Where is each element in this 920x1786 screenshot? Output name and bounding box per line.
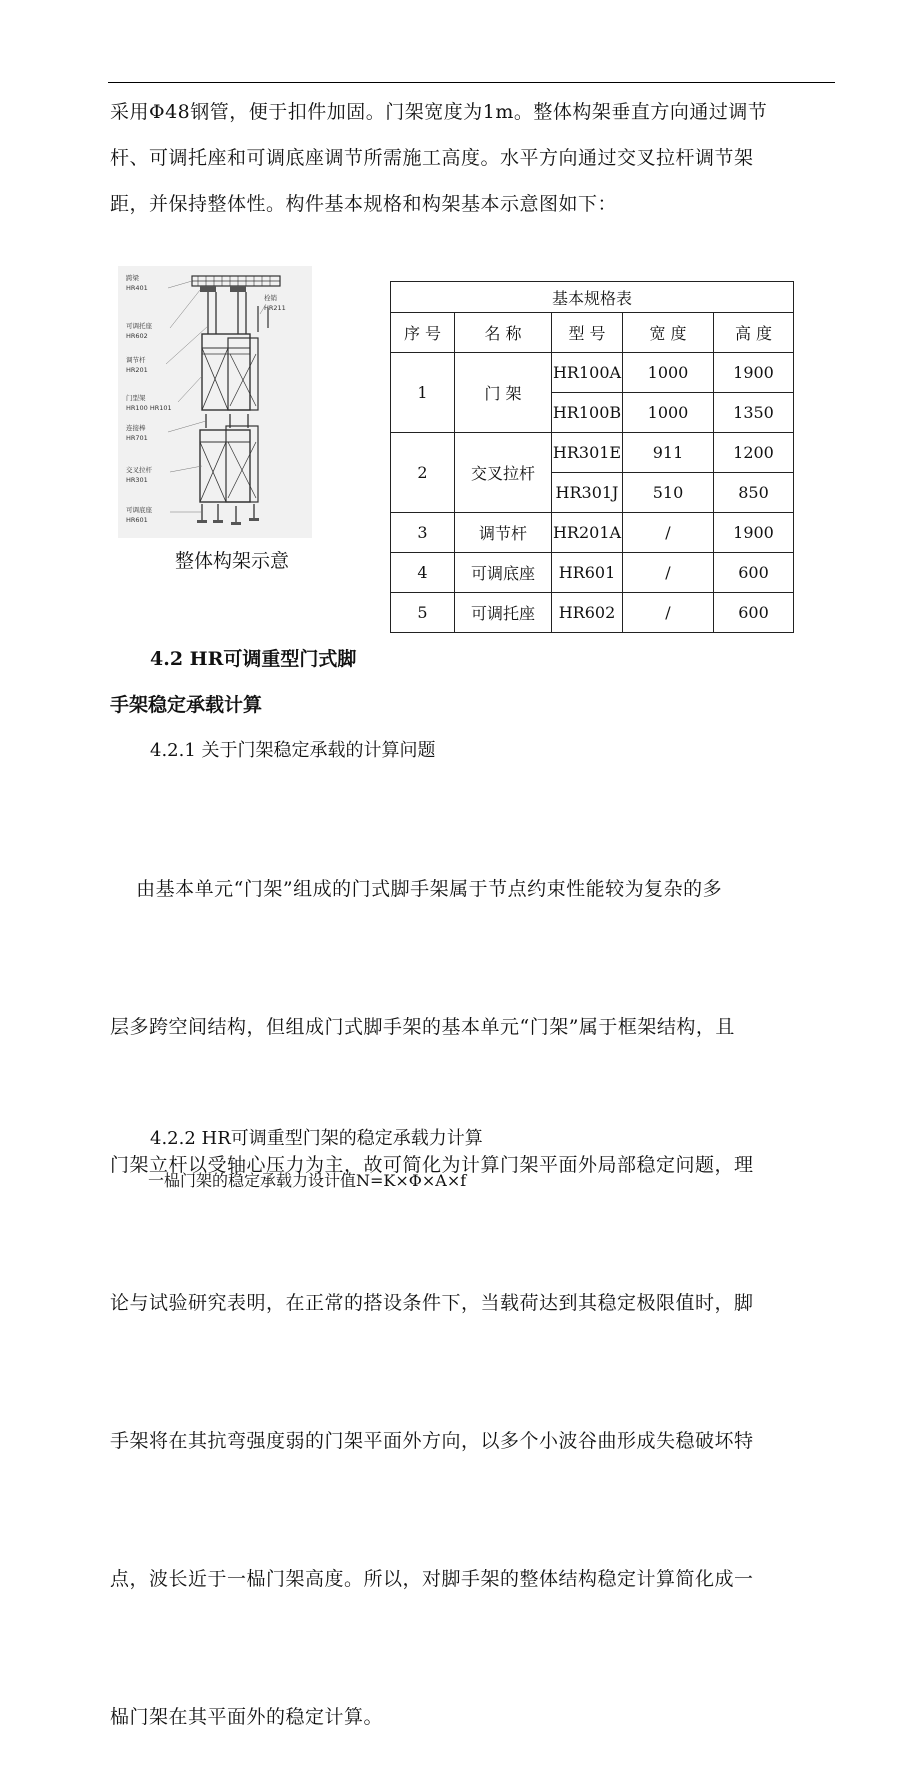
fig-label-adjust-rod-code: HR201 <box>126 366 148 374</box>
body-line-5: 手架将在其抗弯强度弱的门架平面外方向，以多个小波谷曲形成失稳破坏特 <box>110 1430 754 1452</box>
cell-name: 调节杆 <box>455 513 552 553</box>
cell-width: / <box>623 513 714 553</box>
table-header-row <box>391 313 794 353</box>
scaffold-drawing <box>118 266 312 538</box>
header-model: 型 号 <box>552 313 623 353</box>
fig-label-cross-brace-code: HR301 <box>126 476 148 484</box>
cell-height: 1900 <box>714 353 794 393</box>
fig-label-top-support: 可调托座 <box>126 322 152 330</box>
spec-table <box>390 281 794 633</box>
body-paragraph <box>110 774 830 1786</box>
header-rule <box>108 82 835 83</box>
cell-model: HR301E <box>552 433 623 473</box>
fig-label-pin-code: HR211 <box>264 304 286 312</box>
cell-height: 1900 <box>714 513 794 553</box>
cell-model: HR201A <box>552 513 623 553</box>
cell-name: 门 架 <box>455 353 552 433</box>
cell-width: 510 <box>623 473 714 513</box>
body-line-3: 门架立杆以受轴心压力为主，故可简化为计算门架平面外局部稳定问题，理 <box>110 1154 754 1176</box>
subsection-4-2-1-title: 4.2.1 关于门架稳定承载的计算问题 <box>150 740 436 761</box>
cell-height: 850 <box>714 473 794 513</box>
section-heading-part1: 4.2 HR可调重型门式脚 <box>150 648 357 670</box>
cell-model: HR100B <box>552 393 623 433</box>
formula-line: 一榀门架的稳定承载力设计值N=K×Φ×A×f <box>148 1171 467 1190</box>
table-row <box>391 433 794 473</box>
cell-width: / <box>623 593 714 633</box>
cell-no: 2 <box>391 433 455 513</box>
cell-model: HR301J <box>552 473 623 513</box>
table-row <box>391 553 794 593</box>
fig-label-beam-code: HR401 <box>126 284 148 292</box>
section-heading-part2: 手架稳定承载计算 <box>110 694 263 716</box>
cell-width: / <box>623 553 714 593</box>
cell-height: 1200 <box>714 433 794 473</box>
fig-label-adjust-rod: 调节杆 <box>126 356 146 364</box>
table-caption: 基本规格表 <box>391 282 794 313</box>
cell-name: 可调托座 <box>455 593 552 633</box>
cell-no: 4 <box>391 553 455 593</box>
intro-line-3: 距，并保持整体性。构件基本规格和构架基本示意图如下： <box>110 193 618 215</box>
table-row <box>391 593 794 633</box>
cell-height: 600 <box>714 553 794 593</box>
body-line-4: 论与试验研究表明，在正常的搭设条件下，当载荷达到其稳定极限值时，脚 <box>110 1292 754 1314</box>
fig-label-beam: 跨梁 <box>126 274 139 282</box>
header-width: 宽 度 <box>623 313 714 353</box>
cell-name: 交叉拉杆 <box>455 433 552 513</box>
body-line-1: 由基本单元“门架”组成的门式脚手架属于节点约束性能较为复杂的多 <box>110 878 723 900</box>
cell-no: 3 <box>391 513 455 553</box>
cell-width: 1000 <box>623 393 714 433</box>
fig-label-cross-brace: 交叉拉杆 <box>126 466 152 474</box>
fig-label-top-support-code: HR602 <box>126 332 148 340</box>
header-height: 高 度 <box>714 313 794 353</box>
cell-no: 5 <box>391 593 455 633</box>
fig-label-base-jack: 可调底座 <box>126 506 152 514</box>
body-line-6: 点，波长近于一榀门架高度。所以，对脚手架的整体结构稳定计算简化成一 <box>110 1568 754 1590</box>
fig-label-connector: 连接棒 <box>126 424 146 432</box>
subsection-4-2-2-title: 4.2.2 HR可调重型门架的稳定承载力计算 <box>150 1128 483 1149</box>
scaffold-diagram <box>118 266 312 538</box>
cell-width: 1000 <box>623 353 714 393</box>
fig-label-door-frame: 门型架 <box>126 394 146 402</box>
cell-model: HR601 <box>552 553 623 593</box>
cell-width: 911 <box>623 433 714 473</box>
fig-label-connector-code: HR701 <box>126 434 148 442</box>
header-name: 名 称 <box>455 313 552 353</box>
cell-model: HR602 <box>552 593 623 633</box>
cell-name: 可调底座 <box>455 553 552 593</box>
cell-height: 1350 <box>714 393 794 433</box>
intro-paragraph <box>110 89 830 227</box>
fig-label-base-jack-code: HR601 <box>126 516 148 524</box>
fig-label-pin: 栓销 <box>264 294 277 302</box>
fig-label-door-frame-code: HR100 HR101 <box>126 404 172 412</box>
body-line-7: 榀门架在其平面外的稳定计算。 <box>110 1706 384 1728</box>
cell-height: 600 <box>714 593 794 633</box>
intro-line-2: 杆、可调托座和可调底座调节所需施工高度。水平方向通过交叉拉杆调节架 <box>110 147 754 169</box>
cell-model: HR100A <box>552 353 623 393</box>
intro-line-1: 采用Φ48钢管，便于扣件加固。门架宽度为1m。整体构架垂直方向通过调节 <box>110 101 768 123</box>
table-row <box>391 353 794 393</box>
table-row <box>391 513 794 553</box>
header-no: 序 号 <box>391 313 455 353</box>
figure-caption: 整体构架示意 <box>175 550 290 572</box>
body-line-2: 层多跨空间结构，但组成门式脚手架的基本单元“门架”属于框架结构，且 <box>110 1016 735 1038</box>
cell-no: 1 <box>391 353 455 433</box>
